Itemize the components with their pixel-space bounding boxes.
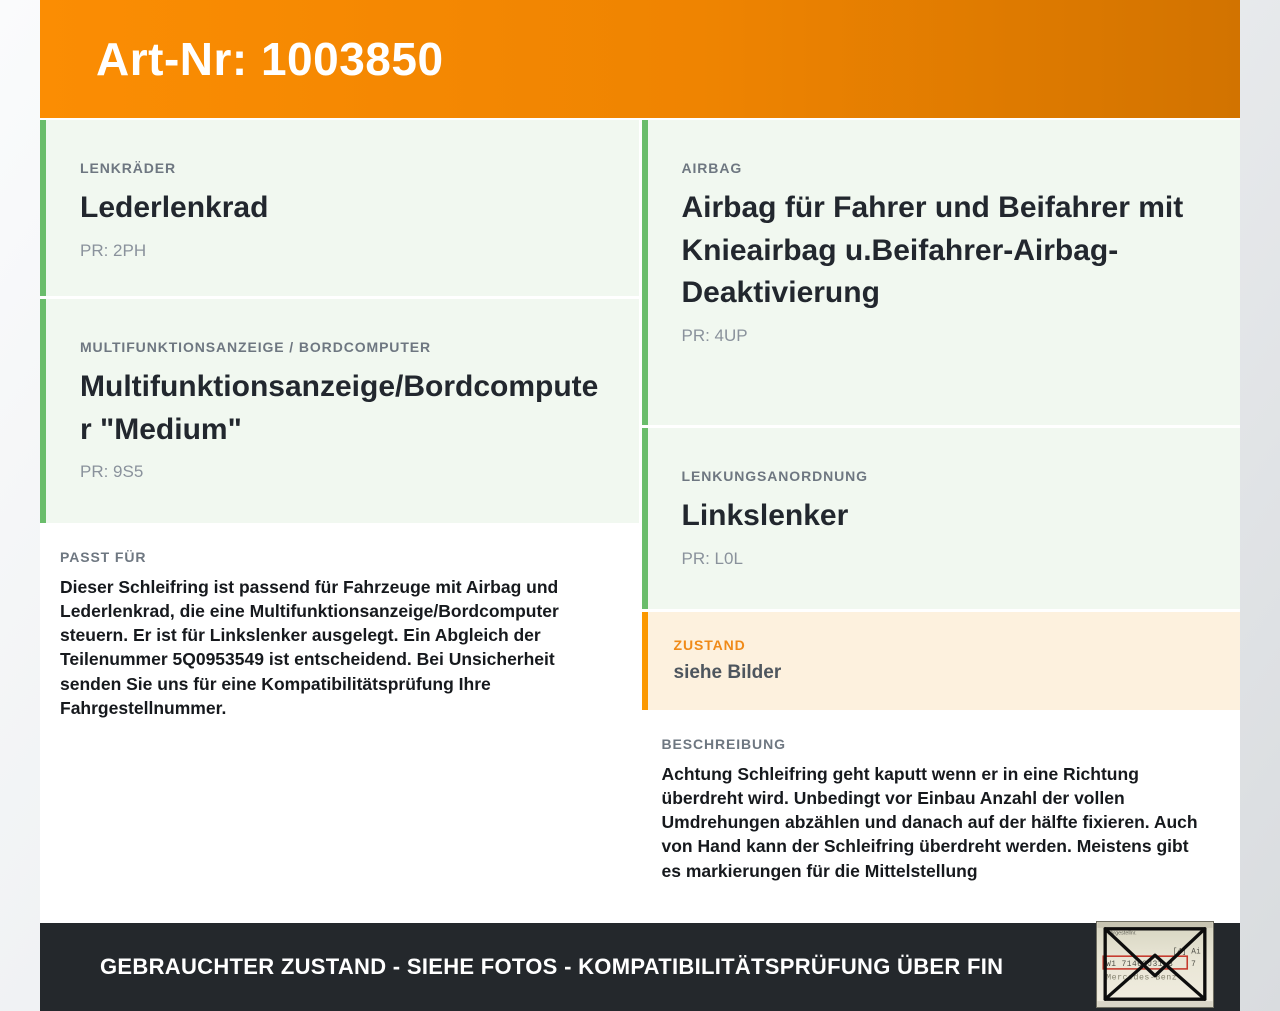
card-multifunktionsanzeige-title: Multifunktionsanzeige/Bordcomputer "Medium" <box>80 370 599 446</box>
document-field-marker: [4] Ai <box>1172 947 1201 957</box>
card-lenkungsanordnung-label: LENKUNGSANORDNUNG <box>681 468 868 484</box>
left-column <box>40 120 639 923</box>
card-multifunktionsanzeige-pr-code: PR: 9S5 <box>80 462 144 482</box>
card-zustand <box>642 612 1241 710</box>
card-lenkraeder-pr-code: PR: 2PH <box>80 240 147 260</box>
vin-text: W1 71463J31 3 <box>1106 959 1174 969</box>
condition-banner-text: GEBRAUCHTER ZUSTAND - SIEHE FOTOS - KOMPATIBILITÄTSPRÜFUNG ÜBER FIN <box>100 954 1004 979</box>
card-passt-fuer <box>40 526 639 923</box>
card-zustand-value: siehe Bilder <box>673 662 782 683</box>
card-airbag-pr-code: PR: 4UP <box>681 325 748 345</box>
card-lenkungsanordnung <box>642 428 1241 609</box>
card-lenkraeder <box>40 120 639 296</box>
card-beschreibung <box>642 713 1241 923</box>
article-number-header <box>40 0 1240 118</box>
card-lenkraeder-label: LENKRÄDER <box>80 160 176 176</box>
card-lenkungsanordnung-pr-code: PR: L0L <box>681 548 743 568</box>
card-lenkungsanordnung-title: Linkslenker <box>681 499 849 532</box>
card-zustand-label: ZUSTAND <box>673 637 746 653</box>
card-airbag-label: AIRBAG <box>681 160 743 176</box>
condition-banner <box>40 923 1240 1011</box>
card-beschreibung-text: Achtung Schleifring geht kaputt wenn er in eine Richtung überdreht wird. Unbedingt vor Einbau Anzahl der vollen Umdrehungen abzählen und danach auf der hälfte fixieren. Auch von Hand kann der Schleifring überdreht werden. Meistens gibt es markierungen für die Mittelstellung <box>661 764 1198 881</box>
card-lenkraeder-title: Lederlenkrad <box>80 191 269 224</box>
vin-document-image <box>1096 921 1214 1008</box>
vin-document-graphic <box>1097 922 1213 1007</box>
article-number-title: Art-Nr: 1003850 <box>96 33 444 85</box>
card-multifunktionsanzeige-label: MULTIFUNKTIONSANZEIGE / BORDCOMPUTER <box>80 339 432 355</box>
vin-suffix-digit: 7 <box>1191 959 1196 969</box>
card-multifunktionsanzeige <box>40 299 639 523</box>
listing-page <box>40 0 1240 1011</box>
brand-text: Mercedes-Benz <box>1106 973 1178 983</box>
card-airbag <box>642 120 1241 425</box>
card-passt-fuer-label: PASST FÜR <box>60 549 147 565</box>
attribute-columns <box>40 120 1240 923</box>
card-passt-fuer-text: Dieser Schleifring ist passend für Fahrzeuge mit Airbag und Lederlenkrad, die eine Multifunktionsanzeige/Bordcomputer steuern. Er ist für Linkslenker ausgelegt. Ein Abgleich der Teilenummer 5Q0953549 ist entscheidend. Bei Unsicherheit senden Sie uns für eine Kompatibilitätsprüfung Ihre Fahrgestellnummer. <box>60 577 559 718</box>
card-airbag-title: Airbag für Fahrer und Beifahrer mit Knieairbag u.Beifahrer-Airbag-Deaktivierung <box>681 191 1184 310</box>
right-column <box>642 120 1241 923</box>
document-field-label: Fahrgestellnr. <box>1104 930 1137 937</box>
card-beschreibung-label: BESCHREIBUNG <box>661 736 786 752</box>
